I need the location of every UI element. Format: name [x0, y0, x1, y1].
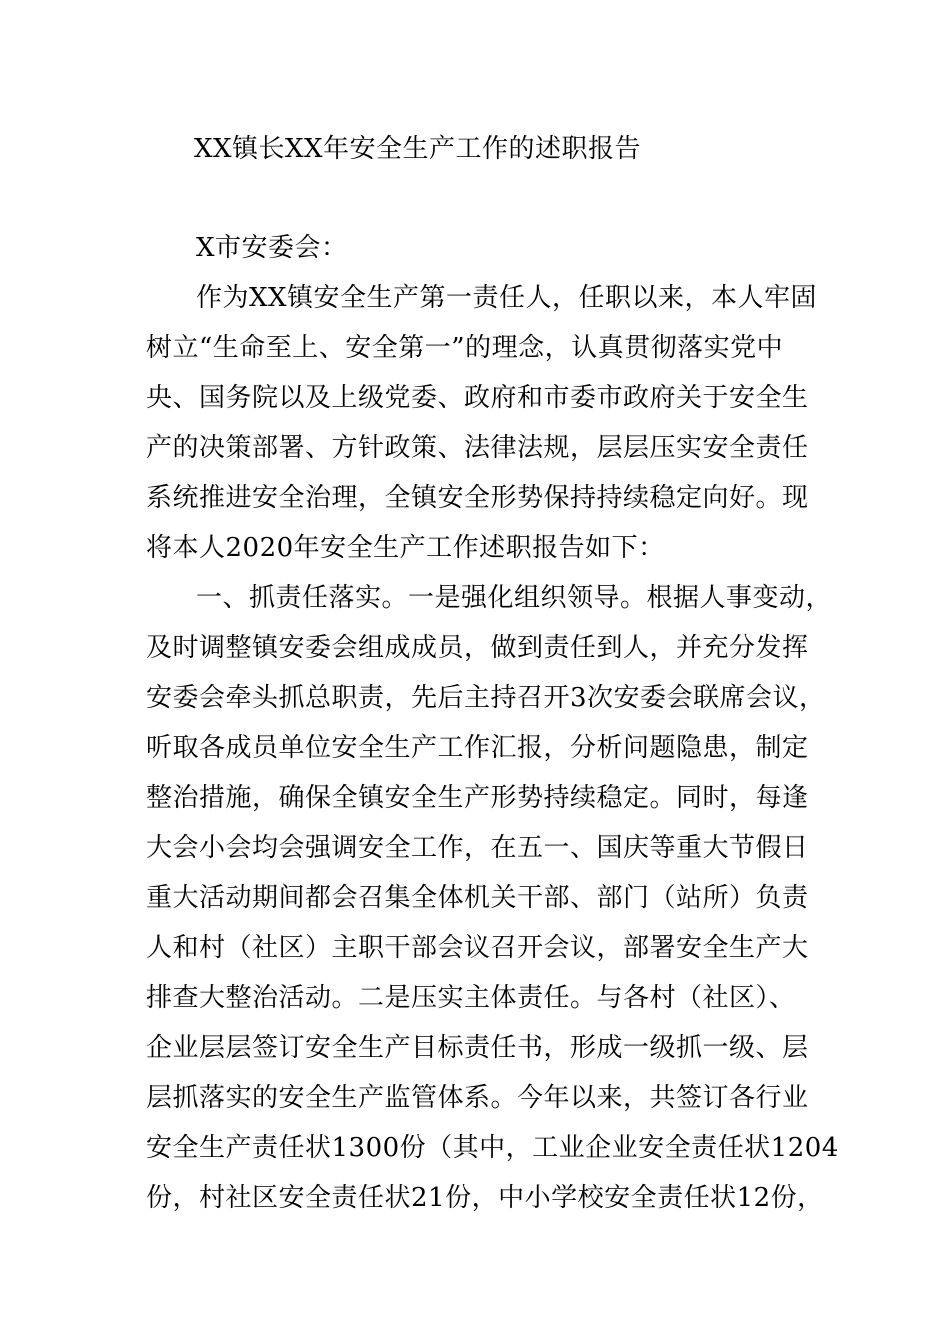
body-line: 及时调整镇安委会组成成员，做到责任到人，并充分发挥 [146, 633, 809, 663]
body-line: 重大活动期间都会召集全体机关干部、部门（站所）负责 [146, 883, 809, 913]
body-line: 人和村（社区）主职干部会议召开会议，部署安全生产大 [146, 933, 809, 963]
body-line: 企业层层签订安全生产目标责任书，形成一级抓一级、层 [146, 1033, 809, 1063]
body-line: 一、抓责任落实。一是强化组织领导。根据人事变动， [196, 583, 833, 613]
body-line: 大会小会均会强调安全工作，在五一、国庆等重大节假日 [146, 833, 809, 863]
body-line: 产的决策部署、方针政策、法律法规，层层压实安全责任 [146, 433, 809, 463]
body-line: 安委会牵头抓总职责，先后主持召开3次安委会联席会议， [146, 683, 826, 713]
salutation: X市安委会： [196, 233, 348, 263]
body-line: 系统推进安全治理，全镇安全形势保持持续稳定向好。现 [146, 483, 809, 513]
body-line: 排查大整治活动。二是压实主体责任。与各村（社区）、 [146, 983, 796, 1013]
document-title: XX镇长XX年安全生产工作的述职报告 [194, 134, 642, 164]
body-line: 安全生产责任状1300份（其中，工业企业安全责任状1204 [146, 1133, 839, 1163]
body-line: 将本人2020年安全生产工作述职报告如下： [146, 533, 665, 563]
body-line: 整治措施，确保全镇安全生产形势持续稳定。同时，每逢 [146, 783, 809, 813]
body-line: 份，村社区安全责任状21份，中小学校安全责任状12份， [146, 1183, 824, 1213]
body-line: 层抓落实的安全生产监管体系。今年以来，共签订各行业 [146, 1083, 809, 1113]
body-line: 作为XX镇安全生产第一责任人，任职以来，本人牢固 [196, 283, 818, 313]
body-line: 央、国务院以及上级党委、政府和市委市政府关于安全生 [146, 383, 809, 413]
body-line: 听取各成员单位安全生产工作汇报，分析问题隐患，制定 [146, 733, 809, 763]
body-line: 树立“生命至上、安全第一”的理念，认真贯彻落实党中 [146, 333, 784, 363]
